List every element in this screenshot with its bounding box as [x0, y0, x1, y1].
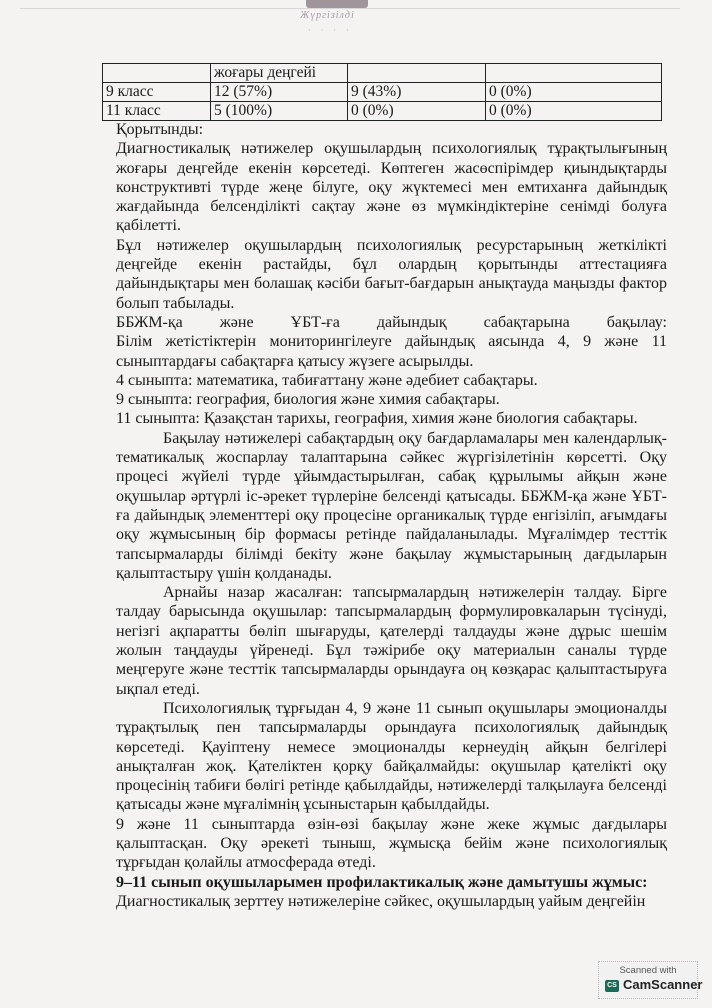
scanned-with-label: Scanned with	[619, 965, 677, 976]
list-item: 11 сыныпта: Қазақстан тарихы, география, химия және биология сабақтары.	[116, 410, 638, 428]
paragraph: Психологиялық тұрғыдан 4, 9 және 11 сынып оқушылары эмоционалды тұрақтылық пен тапсырмаларды орындауға психологиялық дайындық көрсетеді. Қауіптену немесе эмоционалды кернеудің айқын белгілері анықталған жоқ. Қателіктен қорқу байқалмайды: оқушылар қателікті оқу процесінің табиғи бөлігі ретінде қабылдайды, нәтижелерді талқылауға белсенді қатысады және мұғалімнің ұсыныстарын қабылдайды.	[116, 699, 667, 814]
table-cell: 9 класс	[103, 83, 211, 102]
paragraph: Бақылау нәтижелері сабақтардың оқу бағдарламалары мен календарлық-тематикалық жоспарлау талаптарына сәйкес жүргізілетінін көрсетті. Оқу процесі жүйелі түрде ұйымдастырылған, сабақ құрылымы айқын және оқушылар әртүрлі іс-әрекет түрлеріне белсенді қатысады. ББЖМ-қа және ҰБТ-ға дайындық элементтері оқу процесіне органикалық түрде енгізіліп, ағымдағы оқу жұмысының бір формасы ретінде пайдаланылады. Мұғалімдер тесттік тапсырмаларды білімді бекіту және бақылау жұмыстарының дағдыларын қалыптастыру үшін қолданады.	[116, 429, 667, 582]
table-cell: 0 (0%)	[348, 102, 486, 121]
paragraph: Диагностикалық нәтижелер оқушылардың психологиялық тұрақтылығының жоғары деңгейде екенін көрсетеді. Көптеген жасөспірімдер қиындықтарды конструктивті түрде жеңе білуге, оқу жүктемесі мен емтиханға дайындық жағдайында белсенділікті сақтау және өз мүмкіндіктеріне сенімді болуға қабілетті.	[116, 140, 667, 235]
results-table	[102, 63, 662, 121]
table-cell: 0 (0%)	[486, 83, 662, 102]
paragraph: 9 және 11 сыныптарда өзін-өзі бақылау және жеке жұмыс дағдылары қалыптасқан. Оқу әрекеті тыныш, жұмысқа бейім және психологиялық тұрғыдан қолайлы атмосферада өтеді.	[116, 815, 667, 872]
list-item: 9 сыныпта: география, биология және химия сабақтары.	[116, 391, 500, 409]
camscanner-watermark	[598, 961, 703, 999]
stamp-signature-text: Жүргізілді	[300, 10, 355, 21]
conclusion-heading: Қорытынды:	[116, 121, 204, 138]
table-cell: 5 (100%)	[211, 102, 348, 121]
stamp-signature	[296, 0, 386, 40]
camscanner-logo-icon: CS	[605, 980, 619, 992]
stamp-mark	[306, 0, 368, 8]
table-cell	[103, 64, 211, 83]
document-body	[116, 120, 667, 911]
paragraph: Бұл нәтижелер оқушылардың психологиялық ресурстарының жеткілікті деңгейде екенін растайды, бұл олардың қорытынды аттестацияға дайындықтары мен болашақ кәсіби бағыт-бағдарын анықтауда маңызды фактор болып табылады.	[116, 236, 667, 312]
list-item: 4 сыныпта: математика, табиғаттану және әдебиет сабақтары.	[116, 371, 538, 389]
stamp-dots: · · · ·	[308, 26, 353, 35]
camscanner-brand: CamScanner	[623, 977, 703, 992]
paragraph: Білім жетістіктерін мониторингілеуге дайындық аясында 4, 9 және 11 сыныптардағы сабақтарға қатысу жүзеге асырылды.	[116, 333, 667, 370]
paragraph: Диагностикалық зерттеу нәтижелеріне сәйкес, оқушылардың уайым деңгейін	[116, 892, 646, 910]
table-cell: 9 (43%)	[348, 83, 486, 102]
table-cell	[348, 64, 486, 83]
table-cell: 12 (57%)	[211, 83, 348, 102]
table-cell: жоғары деңгейі	[211, 64, 348, 83]
table-cell: 0 (0%)	[486, 102, 662, 121]
table-row	[103, 64, 662, 83]
table-row	[103, 102, 662, 121]
table-cell	[486, 64, 662, 83]
paragraph: Арнайы назар жасалған: тапсырмалардың нәтижелерін талдау. Бірге талдау барысында оқушылар: тапсырмалардың формулировкаларын түсінуді, негізгі ақпаратты бөліп шығаруды, қателерді талдауды және дұрыс шешім жолын таңдауды үйренеді. Бұл тәжірибе оқу материалын саналы түрде меңгеруге және тесттік тапсырмаларды орындауға оң көзқарас қалыптастыруға ықпал етеді.	[116, 584, 667, 698]
table-cell: 11 класс	[103, 102, 211, 121]
table-row	[103, 83, 662, 102]
section-heading: ББЖМ-қа және ҰБТ-ға дайындық сабақтарына бақылау:	[116, 313, 667, 331]
section-heading: 9–11 сынып оқушыларымен профилактикалық және дамытушы жұмыс:	[116, 873, 648, 891]
